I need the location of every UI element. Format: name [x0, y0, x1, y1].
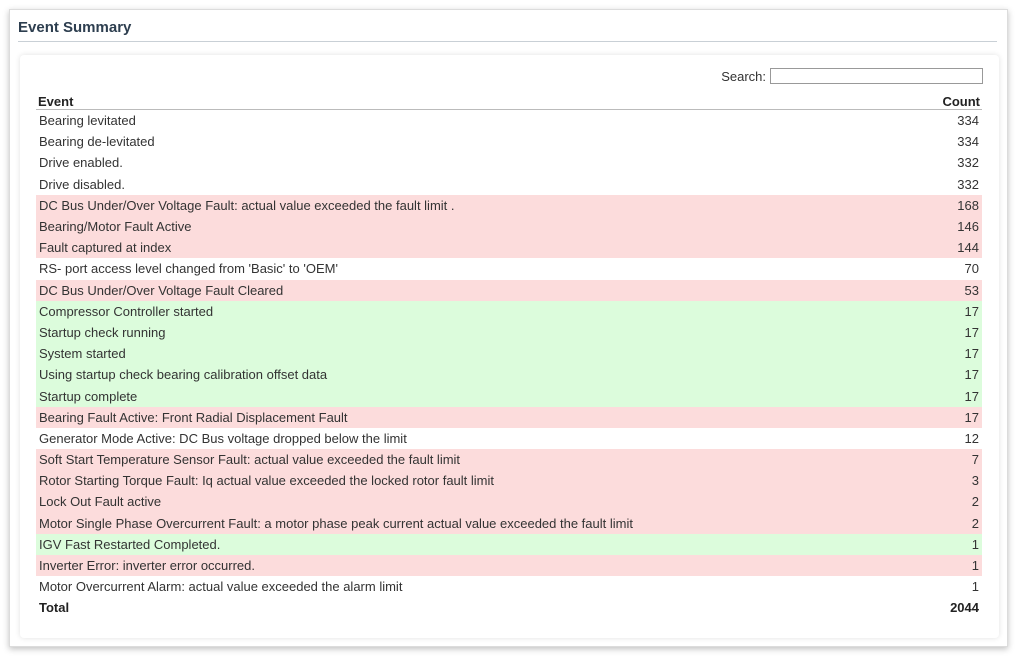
event-name-cell: Compressor Controller started — [36, 301, 921, 322]
event-count-cell: 7 — [921, 449, 982, 470]
event-name-cell: Motor Overcurrent Alarm: actual value exceeded the alarm limit — [39, 579, 403, 595]
table-row — [36, 237, 982, 258]
event-count-cell: 1 — [921, 555, 982, 576]
event-name-cell: Soft Start Temperature Sensor Fault: actual value exceeded the fault limit — [36, 449, 921, 470]
event-count-cell: 332 — [957, 155, 979, 171]
table-row — [36, 301, 982, 322]
table-row — [36, 364, 982, 385]
event-name-cell: Bearing levitated — [39, 113, 136, 129]
event-name-cell: IGV Fast Restarted Completed. — [36, 534, 921, 555]
table-card — [20, 55, 999, 638]
total-row — [36, 597, 982, 618]
column-header-count[interactable]: Count — [921, 93, 982, 110]
event-count-cell: 2 — [921, 513, 982, 534]
event-name-cell: Motor Single Phase Overcurrent Fault: a motor phase peak current actual value exceeded the fault limit — [36, 513, 921, 534]
event-name-cell: Fault captured at index — [36, 237, 921, 258]
event-count-cell: 53 — [921, 280, 982, 301]
table-row — [36, 491, 982, 512]
event-count-cell: 17 — [921, 322, 982, 343]
table-row — [36, 195, 982, 216]
event-name-cell: Using startup check bearing calibration offset data — [36, 364, 921, 385]
event-count-cell: 17 — [921, 301, 982, 322]
table-row — [36, 152, 982, 173]
event-count-cell: 334 — [957, 134, 979, 150]
event-count-cell: 12 — [964, 430, 979, 446]
table-row — [36, 258, 982, 279]
event-name-cell: Inverter Error: inverter error occurred. — [36, 555, 921, 576]
title-divider — [18, 41, 997, 42]
total-count: 2044 — [950, 600, 979, 616]
event-count-cell: 2 — [921, 491, 982, 512]
event-name-cell: Bearing/Motor Fault Active — [36, 216, 921, 237]
event-count-cell: 168 — [921, 195, 982, 216]
event-summary-panel — [9, 9, 1008, 647]
event-count-cell: 144 — [921, 237, 982, 258]
event-name-cell: Lock Out Fault active — [36, 491, 921, 512]
event-count-cell: 17 — [921, 364, 982, 385]
event-count-cell: 146 — [921, 216, 982, 237]
panel-title: Event Summary — [18, 19, 132, 36]
column-header-event[interactable]: Event — [36, 93, 921, 110]
table-row — [36, 428, 982, 449]
table-row — [36, 555, 982, 576]
table-row — [36, 216, 982, 237]
event-count-cell: 17 — [921, 343, 982, 364]
event-count-cell: 1 — [921, 534, 982, 555]
table-row — [36, 470, 982, 491]
event-name-cell: DC Bus Under/Over Voltage Fault Cleared — [36, 280, 921, 301]
event-count-cell: 17 — [921, 385, 982, 406]
total-label: Total — [39, 600, 70, 616]
event-name-cell: Startup complete — [36, 385, 921, 406]
table-row — [36, 280, 982, 301]
event-count-cell: 17 — [921, 407, 982, 428]
table-row — [36, 110, 982, 132]
event-name-cell: Generator Mode Active: DC Bus voltage dropped below the limit — [39, 430, 407, 446]
search-label: Search: — [721, 68, 766, 84]
table-row — [36, 576, 982, 597]
event-name-cell: Drive enabled. — [39, 155, 123, 171]
event-name-cell: Bearing de-levitated — [39, 134, 155, 150]
event-name-cell: Startup check running — [36, 322, 921, 343]
event-name-cell: Drive disabled. — [39, 176, 125, 192]
table-row — [36, 174, 982, 195]
table-row — [36, 385, 982, 406]
event-rows — [36, 110, 982, 598]
event-count-cell: 334 — [957, 113, 979, 129]
event-count-cell: 70 — [964, 261, 979, 277]
event-count-cell: 332 — [957, 176, 979, 192]
event-name-cell: Bearing Fault Active: Front Radial Displacement Fault — [36, 407, 921, 428]
table-row — [36, 131, 982, 152]
event-count-cell: 1 — [971, 579, 979, 595]
event-name-cell: System started — [36, 343, 921, 364]
search-input[interactable] — [770, 68, 983, 84]
event-table — [36, 93, 982, 619]
event-name-cell: Rotor Starting Torque Fault: Iq actual value exceeded the locked rotor fault limit — [36, 470, 921, 491]
table-row — [36, 322, 982, 343]
table-row — [36, 513, 982, 534]
table-row — [36, 407, 982, 428]
search-box — [721, 68, 983, 84]
table-row — [36, 534, 982, 555]
event-count-cell: 3 — [921, 470, 982, 491]
table-header-row — [36, 93, 982, 110]
event-name-cell: RS- port access level changed from 'Basic' to 'OEM' — [39, 261, 338, 277]
table-row — [36, 449, 982, 470]
event-name-cell: DC Bus Under/Over Voltage Fault: actual value exceeded the fault limit . — [36, 195, 921, 216]
table-row — [36, 343, 982, 364]
